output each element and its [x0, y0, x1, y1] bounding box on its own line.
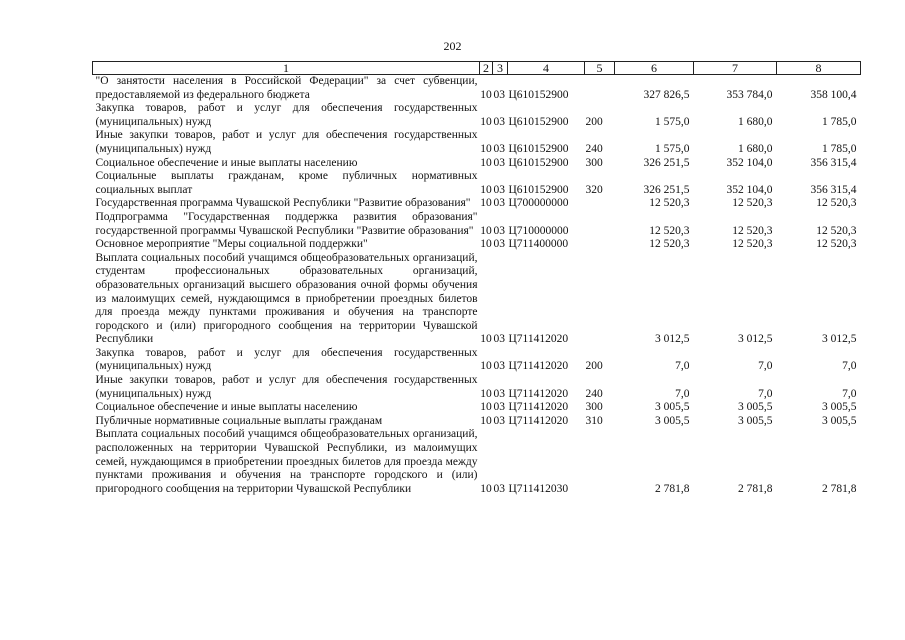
column-header-expense-type: 5 [585, 62, 615, 75]
row-subsection-cell: 03 [493, 360, 505, 373]
table-row [93, 347, 861, 374]
row-amount-year-1-cell: 3 005,5 [655, 414, 690, 427]
row-expense-type-cell: 240 [585, 387, 603, 400]
table-row [93, 170, 861, 197]
page-number: 202 [443, 39, 462, 53]
row-expense-type-cell [585, 252, 615, 347]
row-expense-type-cell: 200 [585, 360, 603, 373]
row-amount-year-3-cell: 7,0 [842, 387, 857, 400]
row-name-cell: Закупка товаров, работ и услуг для обеспечения государственных (муниципальных) нужд [95, 346, 478, 373]
row-amount-year-3-cell: 12 520,3 [816, 238, 857, 251]
row-amount-year-3-cell: 12 520,3 [816, 224, 857, 237]
row-target-article-cell: Ц610152900 [508, 156, 569, 169]
row-subsection-cell: 03 [493, 142, 505, 155]
row-name-cell: "О занятости населения в Российской Федерации" за счет субвенции, предоставляемой из федерального бюджета [95, 75, 478, 101]
row-expense-type-cell [585, 238, 615, 252]
row-expense-type-cell: 240 [585, 142, 603, 155]
row-amount-year-1-cell: 12 520,3 [649, 238, 690, 251]
row-amount-year-2-cell: 12 520,3 [732, 224, 773, 237]
table-row [93, 428, 861, 496]
row-amount-year-3-cell: 356 315,4 [810, 183, 857, 196]
row-amount-year-3-cell: 358 100,4 [810, 88, 857, 101]
row-amount-year-2-cell: 12 520,3 [732, 197, 773, 210]
row-amount-year-1-cell: 7,0 [675, 387, 690, 400]
row-subsection-cell: 03 [493, 482, 505, 495]
row-amount-year-3-cell: 2 781,8 [822, 482, 857, 495]
row-section-cell: 10 [480, 115, 492, 128]
row-amount-year-2-cell: 2 781,8 [738, 482, 773, 495]
row-amount-year-3-cell: 3 005,5 [822, 401, 857, 414]
row-name-cell: Иные закупки товаров, работ и услуг для обеспечения государственных (муниципальных) нужд [95, 374, 478, 400]
header-row [93, 62, 861, 75]
row-section-cell: 10 [480, 224, 492, 237]
column-header-year-2: 7 [694, 62, 777, 75]
row-subsection-cell: 03 [493, 238, 505, 251]
column-header-subsection: 3 [493, 62, 508, 75]
row-section-cell: 10 [480, 387, 492, 400]
row-amount-year-3-cell: 7,0 [842, 360, 857, 373]
row-amount-year-1-cell: 1 575,0 [655, 142, 690, 155]
row-subsection-cell: 03 [493, 88, 505, 101]
table-row [93, 157, 861, 171]
row-target-article-cell: Ц711412020 [508, 414, 569, 427]
row-section-cell: 10 [480, 156, 492, 169]
row-name-cell: Выплата социальных пособий учащимся общеобразовательных организаций, студентам профессиональных образовательных организаций, образовательных организаций высшего образования очной формы обучения из малоимущих семей, нуждающимся в приобретении проездных билетов для проезда между пунктами проживания и обучения на транспорте городского и (или) пригородного сообщения на территории Чувашской Республики [95, 251, 478, 346]
table-row [93, 415, 861, 429]
column-header-year-3: 8 [777, 62, 861, 75]
row-name-cell: Закупка товаров, работ и услуг для обеспечения государственных (муниципальных) нужд [95, 102, 478, 128]
row-amount-year-1-cell: 12 520,3 [649, 224, 690, 237]
row-name-cell: Основное мероприятие "Меры социальной поддержки" [95, 238, 368, 251]
table-row [93, 374, 861, 401]
table-row [93, 197, 861, 211]
row-target-article-cell: Ц700000000 [508, 197, 569, 210]
row-expense-type-cell: 200 [585, 115, 603, 128]
row-amount-year-1-cell: 326 251,5 [643, 183, 690, 196]
row-amount-year-2-cell: 3 005,5 [738, 414, 773, 427]
row-section-cell: 10 [480, 401, 492, 414]
row-amount-year-2-cell: 7,0 [758, 387, 773, 400]
row-amount-year-3-cell: 356 315,4 [810, 156, 857, 169]
row-target-article-cell: Ц711412030 [508, 482, 569, 495]
row-amount-year-1-cell: 3 012,5 [655, 333, 690, 346]
row-expense-type-cell: 320 [585, 183, 603, 196]
row-amount-year-2-cell: 1 680,0 [738, 115, 773, 128]
row-amount-year-2-cell: 352 104,0 [726, 156, 773, 169]
row-target-article-cell: Ц711412020 [508, 401, 569, 414]
row-name-cell: Государственная программа Чувашской Республики "Развитие образования" [95, 197, 471, 210]
table-row [93, 401, 861, 415]
row-expense-type-cell [585, 197, 615, 211]
row-expense-type-cell: 300 [585, 156, 603, 169]
row-subsection-cell: 03 [493, 401, 505, 414]
row-subsection-cell: 03 [493, 414, 505, 427]
column-header-section: 2 [480, 62, 493, 75]
row-target-article-cell: Ц710000000 [508, 224, 569, 237]
table-header [93, 62, 861, 75]
table-row [93, 129, 861, 156]
row-amount-year-1-cell: 327 826,5 [643, 88, 690, 101]
row-amount-year-2-cell: 353 784,0 [726, 88, 773, 101]
row-amount-year-2-cell: 352 104,0 [726, 183, 773, 196]
row-name-cell: Подпрограмма "Государственная поддержка развития образования" государственной программы Чувашской Республики "Развитие образования" [95, 210, 478, 237]
row-name-cell: Публичные нормативные социальные выплаты гражданам [95, 414, 383, 427]
column-header-name: 1 [93, 62, 480, 75]
row-name-cell: Выплата социальных пособий учащимся общеобразовательных организаций, расположенных на территории Чувашской Республики, из малоимущих семей, нуждающимся в приобретении проездных билетов для проезда между пунктами проживания и обучения на транспорте городского и (или) пригородного сообщения на территории Чувашской Республики [95, 428, 478, 495]
table-body [93, 75, 861, 497]
row-target-article-cell: Ц711412020 [508, 387, 569, 400]
row-target-article-cell: Ц711412020 [508, 333, 569, 346]
row-target-article-cell: Ц610152900 [508, 142, 569, 155]
row-section-cell: 10 [480, 238, 492, 251]
row-amount-year-1-cell: 1 575,0 [655, 115, 690, 128]
row-section-cell: 10 [480, 197, 492, 210]
row-amount-year-2-cell: 1 680,0 [738, 142, 773, 155]
row-target-article-cell: Ц711412020 [508, 360, 569, 373]
row-amount-year-3-cell: 12 520,3 [816, 197, 857, 210]
row-amount-year-2-cell: 3 012,5 [738, 333, 773, 346]
table-row [93, 252, 861, 347]
column-header-target-article: 4 [508, 62, 585, 75]
row-target-article-cell: Ц610152900 [508, 88, 569, 101]
row-amount-year-2-cell: 7,0 [758, 360, 773, 373]
row-amount-year-1-cell: 7,0 [675, 360, 690, 373]
budget-table [92, 61, 861, 496]
row-amount-year-1-cell: 326 251,5 [643, 156, 690, 169]
row-section-cell: 10 [480, 183, 492, 196]
row-name-cell: Социальное обеспечение и иные выплаты населению [95, 401, 358, 414]
row-section-cell: 10 [480, 88, 492, 101]
column-header-year-1: 6 [615, 62, 694, 75]
row-section-cell: 10 [480, 414, 492, 427]
table-row [93, 75, 861, 103]
row-name-cell: Социальные выплаты гражданам, кроме публичных нормативных социальных выплат [95, 170, 478, 196]
row-amount-year-3-cell: 1 785,0 [822, 115, 857, 128]
row-subsection-cell: 03 [493, 333, 505, 346]
row-amount-year-1-cell: 2 781,8 [655, 482, 690, 495]
row-expense-type-cell: 310 [585, 414, 603, 427]
row-target-article-cell: Ц610152900 [508, 183, 569, 196]
row-subsection-cell: 03 [493, 387, 505, 400]
row-amount-year-3-cell: 3 005,5 [822, 414, 857, 427]
row-section-cell: 10 [480, 142, 492, 155]
row-name-cell: Социальное обеспечение и иные выплаты населению [95, 156, 358, 169]
row-expense-type-cell: 300 [585, 401, 603, 414]
row-expense-type-cell [585, 211, 615, 238]
row-subsection-cell: 03 [493, 183, 505, 196]
row-expense-type-cell [585, 75, 615, 103]
row-subsection-cell: 03 [493, 197, 505, 210]
row-section-cell: 10 [480, 333, 492, 346]
row-amount-year-3-cell: 1 785,0 [822, 142, 857, 155]
row-target-article-cell: Ц610152900 [508, 115, 569, 128]
row-expense-type-cell [585, 428, 615, 496]
table-row [93, 102, 861, 129]
row-subsection-cell: 03 [493, 115, 505, 128]
table-row [93, 238, 861, 252]
row-amount-year-2-cell: 12 520,3 [732, 238, 773, 251]
row-name-cell: Иные закупки товаров, работ и услуг для обеспечения государственных (муниципальных) нужд [95, 129, 478, 155]
row-section-cell: 10 [480, 482, 492, 495]
row-subsection-cell: 03 [493, 156, 505, 169]
row-target-article-cell: Ц711400000 [508, 238, 569, 251]
row-section-cell: 10 [480, 360, 492, 373]
table-row [93, 211, 861, 238]
row-amount-year-2-cell: 3 005,5 [738, 401, 773, 414]
row-amount-year-1-cell: 3 005,5 [655, 401, 690, 414]
row-subsection-cell: 03 [493, 224, 505, 237]
row-amount-year-1-cell: 12 520,3 [649, 197, 690, 210]
row-amount-year-3-cell: 3 012,5 [822, 333, 857, 346]
